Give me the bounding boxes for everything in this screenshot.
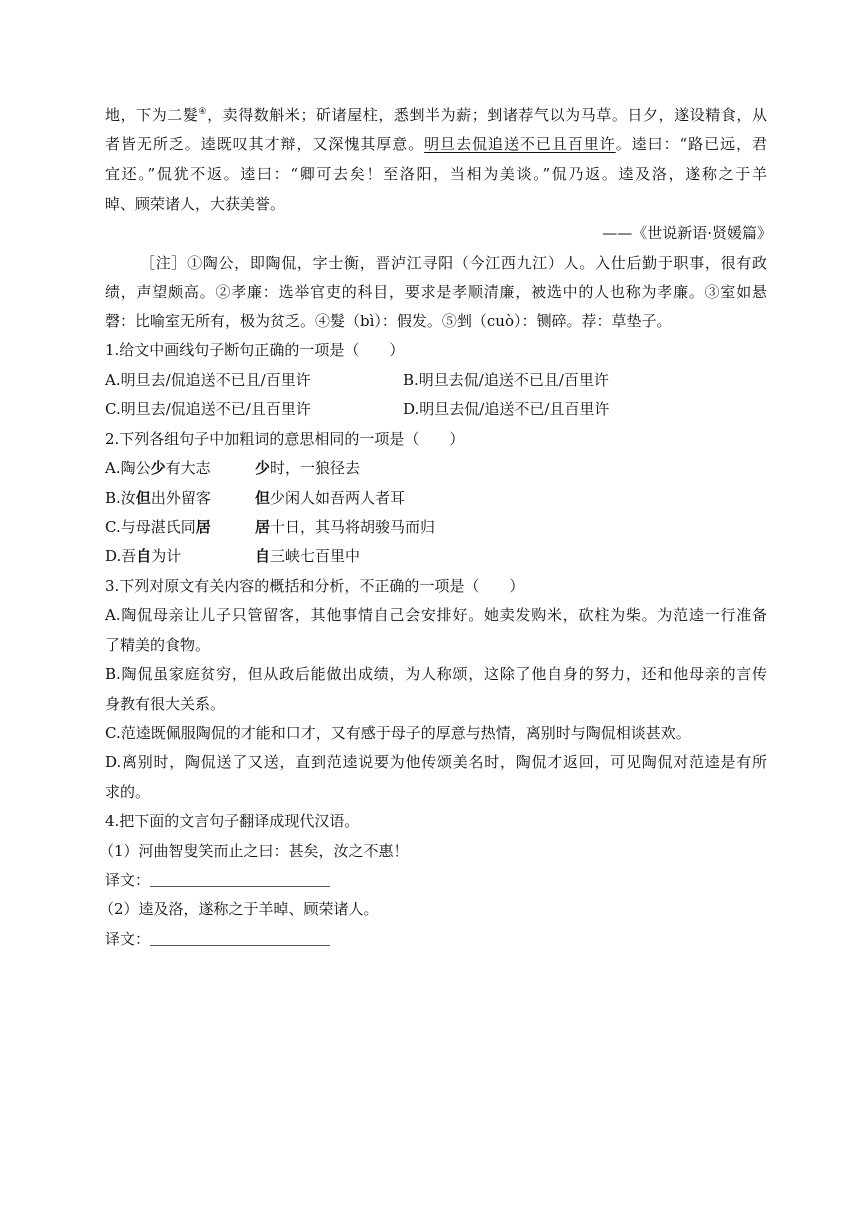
underlined-sentence: 明旦去侃追送不已且百里许 [424,135,616,153]
q3-option-c[interactable]: C.范逵既佩服陶侃的才能和口才，又有感于母子的厚意与热情，离别时与陶侃相谈甚欢。 [105,724,691,742]
footnote-marker: ④ [198,107,208,117]
q3-stem: 3.下列对原文有关内容的概括和分析，不正确的一项是（ ） [105,577,525,595]
q2-stem: 2.下列各组句子中加粗词的意思相同的一项是（ ） [105,430,465,448]
q4-sentence-2: （2）逵及洛，遂称之于羊晫、顾荣诸人。 [99,900,379,918]
q4-answer-1[interactable]: 译文： [105,870,330,890]
q2-option-b[interactable]: B.汝但出外留客 [105,489,211,507]
q3-option-a-wrap[interactable] [105,605,765,625]
notes-line-1-wrap [140,253,767,273]
notes-line-2: 绩，声望颇高。②孝廉：选举官吏的科目，要求是孝顺清廉，被选中的人也称为孝廉。③室如悬 [105,283,767,301]
q3-option-a-cont: 了精美的食物。 [105,636,211,654]
passage-line-2-wrap [105,134,765,154]
answer-blank-1[interactable] [150,872,330,887]
q1-stem: 1.给文中画线句子断句正确的一项是（ ） [105,341,405,359]
q1-option-d[interactable]: D.明旦去侃/追送不已/且百里许 [403,400,610,418]
passage-line-4: 晫、顾荣诸人，大获美誉。 [105,195,286,213]
q1-option-a[interactable]: A.明旦去/侃追送不已且/百里许 [105,371,311,389]
q3-option-d-wrap[interactable] [105,752,765,772]
q1-option-b[interactable]: B.明旦去侃/追送不已且/百里许 [403,371,609,389]
q4-sentence-1: （1）河曲智叟笑而止之曰：甚矣，汝之不惠！ [99,842,409,860]
notes-line-3: 磬：比喻室无所有，极为贫乏。④髮（bì）：假发。⑤剉（cuò）：铡碎。荐：草垫子。 [105,312,672,330]
q3-option-a: A.陶侃母亲让儿子只管留客，其他事情自己会安排好。她卖发购米，砍柱为柴。为范逵一行准备 [105,606,767,624]
passage [105,102,765,125]
passage-source: ——《世说新语·贤媛篇》 [602,224,772,242]
q2-option-d[interactable]: D.吾自为计 [105,547,182,565]
q1-option-c[interactable]: C.明旦去/侃追送不已/且百里许 [105,400,311,418]
passage-line-3: 宜还。”侃犹不返。逵曰：“卿可去矣！至洛阳，当相为美谈。”侃乃返。逵及洛，遂称之于羊 [105,165,767,183]
q2-option-c[interactable]: C.与母湛氏同居 [105,518,211,536]
q4-answer-2[interactable]: 译文： [105,929,330,949]
q2-option-d-pair: 自三峡七百里中 [255,547,361,565]
q2-option-a-pair: 少时，一狼径去 [255,459,361,477]
q3-option-b: B.陶侃虽家庭贫穷，但从政后能做出成绩，为人称颂，这除了他自身的努力，还和他母亲的言传 [105,665,767,683]
q3-option-d-cont: 求的。 [105,783,151,801]
q2-option-a[interactable]: A.陶公少有大志 [105,459,211,477]
answer-blank-2[interactable] [150,931,330,946]
q2-option-c-pair: 居十日，其马将胡骏马而归 [255,518,436,536]
q3-option-d: D.离别时，陶侃送了又送，直到范逵说要为他传颂美名时，陶侃才返回，可见陶侃对范逵是有所 [105,753,767,771]
q3-option-b-wrap[interactable] [105,664,765,684]
passage-line-3-wrap [105,164,765,184]
q4-stem: 4.把下面的文言句子翻译成现代汉语。 [105,812,360,830]
notes-line-2-wrap [105,282,765,302]
passage-line-1: 地，下为二髮④，卖得数斛米；斫诸屋柱，悉剉半为薪；剉诸荐气以为马草。日夕，遂设精食，从 [105,106,767,124]
notes-line-1: ［注］①陶公，即陶侃，字士衡，晋泸江寻阳（今江西九江）人。入仕后勤于职事，很有政 [140,254,767,272]
q3-option-b-cont: 身教有很大关系。 [105,695,226,713]
q2-option-b-pair: 但少闲人如吾两人者耳 [255,489,406,507]
passage-line-2: 者皆无所乏。逵既叹其才辩，又深愧其厚意。明旦去侃追送不已且百里许。逵曰：“路已远，君 [105,135,767,153]
